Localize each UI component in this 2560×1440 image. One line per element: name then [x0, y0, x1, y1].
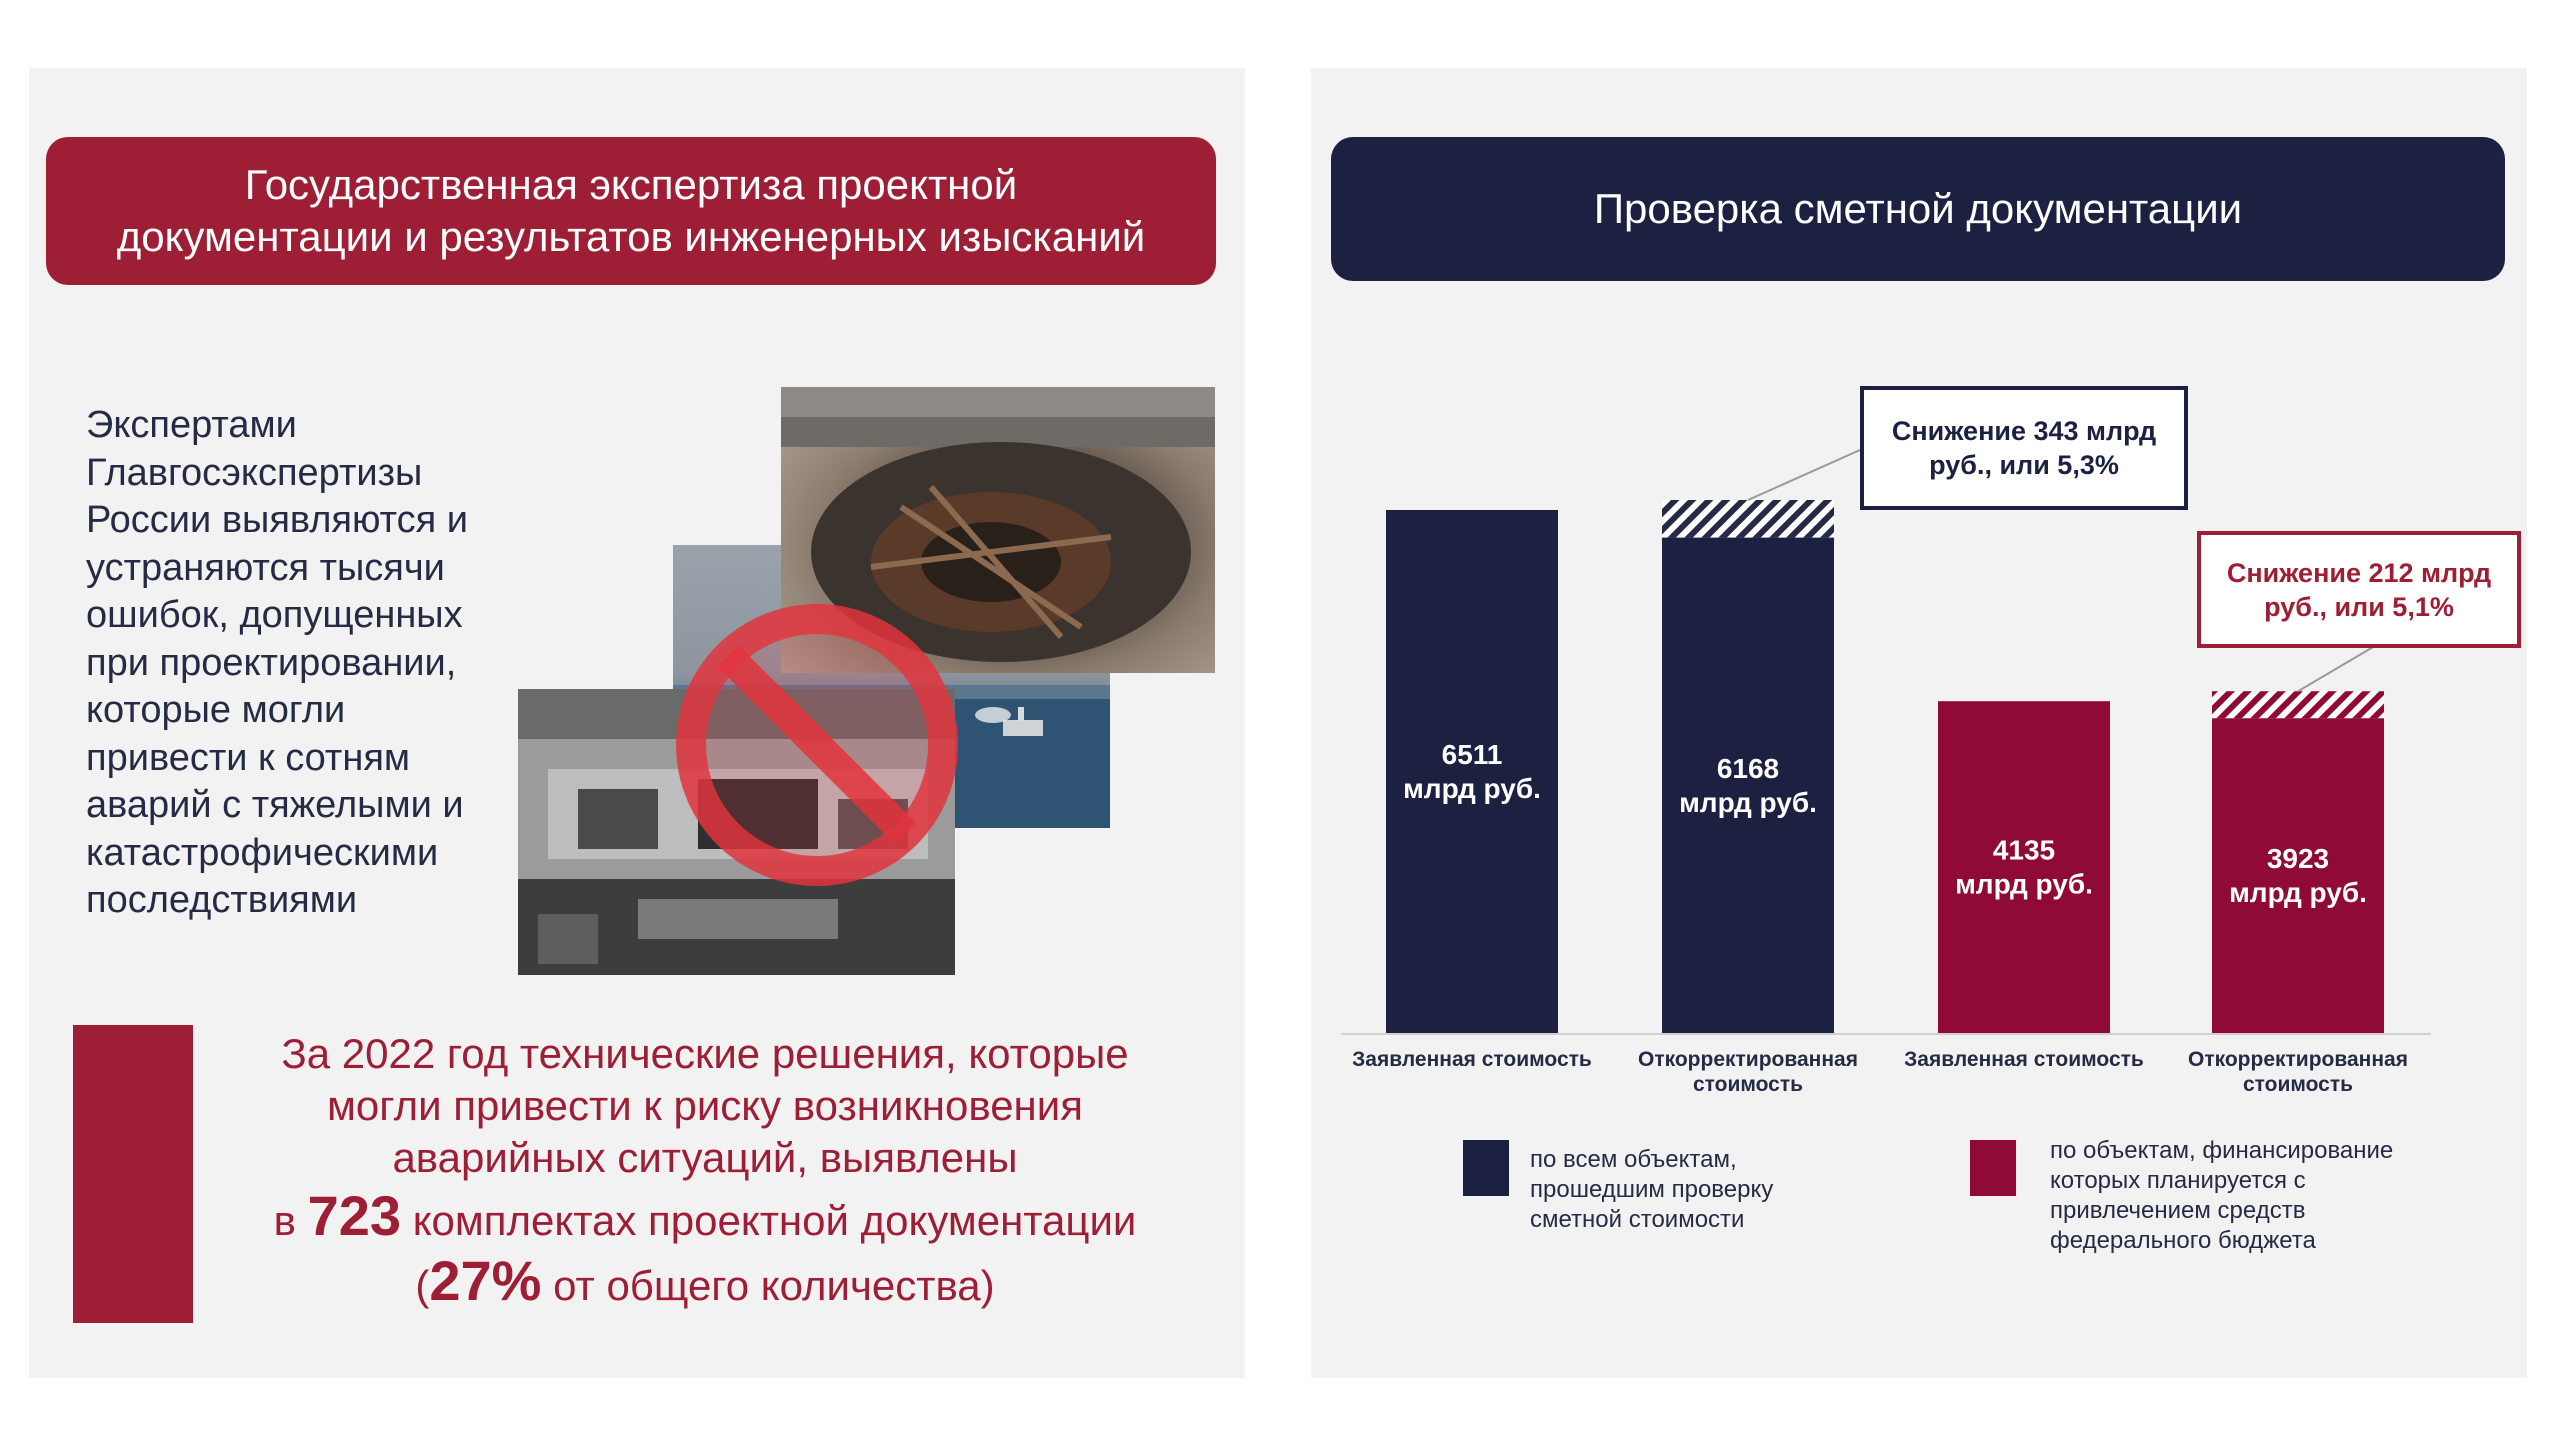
legend-label-all-objects — [1530, 1145, 1850, 1235]
legend-line: по объектам, финансирование — [2050, 1137, 2394, 1164]
stat-line-5-prefix: ( — [415, 1262, 430, 1309]
stat-line-4-suffix: комплектах проектной документации — [401, 1197, 1137, 1244]
stat-line-2: могли привести к риску возникновения — [327, 1082, 1083, 1129]
category-label — [2168, 1047, 2428, 1097]
legend-line: прошедшим проверку — [1530, 1176, 1774, 1203]
stat-statement — [240, 1028, 1170, 1312]
category-label-line: Откорректированная — [1638, 1048, 1858, 1071]
category-label — [1894, 1047, 2154, 1072]
callout-1-leader-line — [1748, 450, 1860, 500]
legend-swatch-all-objects — [1463, 1140, 1509, 1196]
banner-title-line-1: Государственная экспертиза проектной — [244, 161, 1018, 208]
category-label-line: стоимость — [2242, 1073, 2354, 1096]
lead-line: России выявляются и — [86, 499, 468, 541]
reduction-callout-all — [1860, 386, 2188, 510]
legend-line: федерального бюджета — [2050, 1227, 2316, 1254]
legend-swatch-federal-objects — [1970, 1140, 2016, 1196]
stat-count-723: 723 — [307, 1184, 402, 1247]
legend-line: по всем объектам, — [1530, 1146, 1737, 1173]
bar-value-label: млрд руб. — [2229, 877, 2367, 909]
estimate-banner — [1331, 137, 2505, 281]
bar — [2212, 718, 2384, 1034]
expertise-banner — [46, 137, 1216, 285]
category-label-line: Заявленная стоимость — [1352, 1048, 1592, 1071]
stat-line-5 — [240, 1249, 1170, 1312]
bar-value-label: 6511 — [1441, 739, 1503, 770]
lead-line: последствиями — [86, 879, 358, 921]
accent-bar — [73, 1025, 193, 1323]
bar-reduction-hatch — [1662, 500, 1834, 538]
lead-line: аварий с тяжелыми и — [86, 784, 464, 826]
bar — [1662, 538, 1834, 1034]
category-label-line: Заявленная стоимость — [1904, 1048, 2144, 1071]
bar-value-label: 6168 — [1716, 752, 1780, 784]
stat-line-3: аварийных ситуаций, выявлены — [392, 1134, 1018, 1181]
bar-value-label: 4135 — [1992, 834, 2056, 866]
prohibition-sign-icon — [672, 600, 962, 890]
lead-paragraph — [86, 402, 526, 925]
category-label-line: стоимость — [1692, 1073, 1804, 1096]
bar — [1938, 701, 2110, 1034]
stat-percent-27: 27% — [429, 1249, 542, 1312]
legend-line: привлечением средств — [2050, 1197, 2306, 1224]
lead-line: катастрофическими — [86, 831, 439, 874]
callout-1-line-2: руб., или 5,3% — [1929, 450, 2119, 480]
lead-line: ошибок, допущенных — [86, 594, 463, 636]
bar-value-label: млрд руб. — [1955, 868, 2093, 900]
category-label-line: Откорректированная — [2188, 1048, 2408, 1071]
stat-line-4 — [240, 1184, 1170, 1247]
bar-value-label: млрд руб. — [1679, 786, 1817, 818]
lead-line: устраняются тысячи — [86, 546, 445, 589]
callout-2-line-1: Снижение 212 млрд — [2226, 557, 2492, 588]
bar-reduction-hatch — [2212, 691, 2384, 718]
stat-line-4-prefix: в — [273, 1197, 308, 1244]
reduction-callout-federal — [2197, 531, 2521, 648]
lead-line: привести к сотням — [86, 736, 411, 779]
lead-line: Главгосэкспертизы — [86, 451, 423, 494]
bar-value-label: млрд руб. — [1403, 773, 1541, 804]
stat-line-1: За 2022 год технические решения, которые — [281, 1030, 1129, 1077]
estimate-banner-title: Проверка сметной документации — [1593, 185, 2243, 232]
category-label — [1342, 1047, 1602, 1072]
lead-line: Экспертами — [86, 404, 297, 446]
legend-label-federal-objects — [2050, 1136, 2470, 1256]
banner-title-line-2: документации и результатов инженерных изысканий — [116, 213, 1146, 260]
legend-line: которых планируется с — [2050, 1167, 2306, 1194]
legend-line: сметной стоимости — [1530, 1206, 1745, 1233]
lead-line: при проектировании, — [86, 641, 457, 684]
bar-value-label: 3923 — [2266, 843, 2330, 875]
category-label — [1618, 1047, 1878, 1097]
callout-1-line-1: Снижение 343 млрд — [1891, 416, 2157, 446]
stat-line-5-suffix: от общего количества) — [541, 1262, 995, 1309]
lead-line: которые могли — [86, 689, 346, 731]
callout-2-line-2: руб., или 5,1% — [2264, 591, 2454, 622]
bar — [1386, 510, 1558, 1034]
